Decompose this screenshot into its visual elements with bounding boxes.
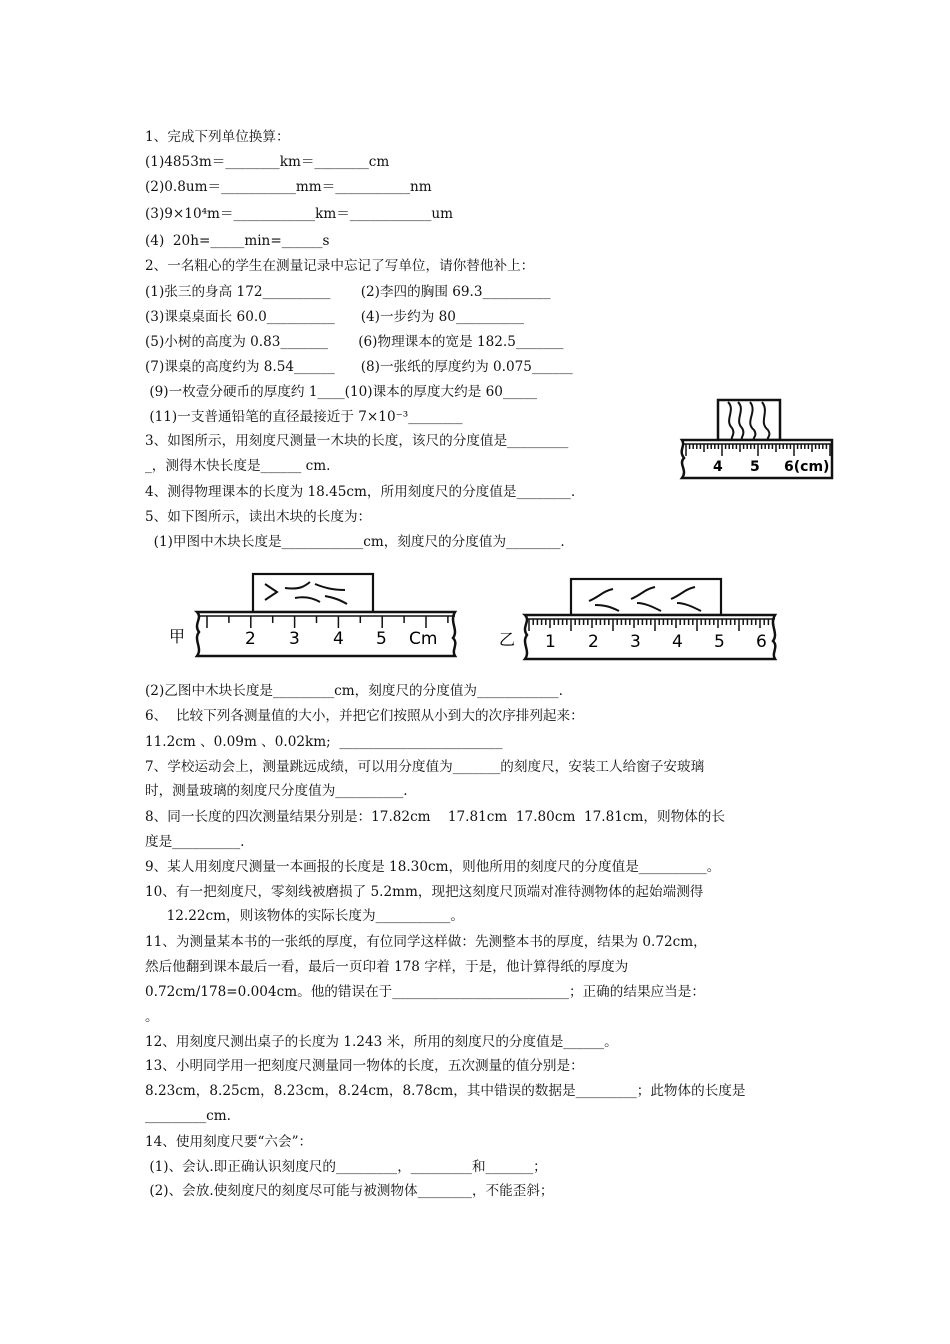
tick-label-3: 3 [289, 629, 300, 649]
q2-row-5: (9)一枚壹分硬币的厚度约 1____(10)课本的厚度大约是 60_____ [145, 384, 537, 400]
figure-yi-ruler [495, 575, 785, 665]
q14-title: 14、使用刻度尺要“六会”： [145, 1134, 313, 1150]
figure-jia-ruler [165, 568, 465, 662]
q10-line-1: 10、有一把刻度尺，零刻线被磨损了 5.2mm，现把这刻度尺顶端对准待测物体的起始端测得 [145, 884, 704, 900]
q1-item-1: (1)4853m＝________km＝________cm [145, 154, 390, 170]
q5-part-1: (1)甲图中木块长度是____________cm，刻度尺的分度值为________. [145, 534, 565, 550]
q2-row-4: (7)课桌的高度约为 8.54______ (8)一张纸的厚度约为 0.075______ [145, 359, 573, 375]
figure-label-yi: 乙 [499, 630, 516, 649]
q2-row-1: (1)张三的身高 172__________ (2)李四的胸围 69.3__________ [145, 284, 551, 300]
q3-line-1: 3、如图所示，用刻度尺测量一木块的长度，该尺的分度值是_________ [145, 433, 569, 449]
q9: 9、某人用刻度尺测量一本画报的长度是 18.30cm，则他所用的刻度尺的分度值是__________。 [145, 859, 721, 875]
q1-title: 1、完成下列单位换算： [145, 129, 290, 145]
tick-label-1: 1 [545, 632, 556, 652]
tick-label-cm: Cm [409, 629, 438, 649]
q13-line-2: 8.23cm，8.25cm，8.23cm，8.24cm，8.78cm，其中错误的数据是_________；此物体的长度是 [145, 1083, 746, 1099]
tick-label-4: 4 [333, 629, 344, 649]
q2-row-2: (3)课桌桌面长 60.0__________ (4)一步约为 80__________ [145, 309, 524, 325]
q13-line-1: 13、小明同学用一把刻度尺测量同一物体的长度，五次测量的值分别是： [145, 1058, 584, 1074]
q6-title: 6、 比较下列各测量值的大小，并把它们按照从小到大的次序排列起来： [145, 708, 584, 724]
q11-line-3: 0.72cm/178=0.004cm。他的错误在于__________________________；正确的结果应当是： [145, 984, 705, 1000]
q14-item-1: (1)、会认.即正确认识刻度尺的_________，_________和_______； [145, 1159, 547, 1175]
q11-line-1: 11、为测量某本书的一张纸的厚度，有位同学这样做：先测整本书的厚度，结果为 0.72cm， [145, 934, 707, 950]
tick-label-2: 2 [588, 632, 599, 652]
q4: 4、测得物理课本的长度为 18.45cm，所用刻度尺的分度值是________. [145, 484, 576, 500]
q10-line-2: 12.22cm，则该物体的实际长度为___________。 [145, 908, 464, 924]
wood-block [718, 400, 780, 440]
q5-part-2: (2)乙图中木块长度是_________cm，刻度尺的分度值为____________. [145, 683, 563, 699]
q11-line-4: 。 [145, 1009, 159, 1025]
tick-label-5: 5 [376, 629, 387, 649]
figure-yi-svg [495, 575, 785, 665]
q6-values: 11.2cm 、0.09m 、0.02km; ________________________ [145, 734, 503, 750]
tick-label-4: 4 [672, 632, 683, 652]
q11-line-2: 然后他翻到课本最后一看，最后一页印着 178 字样，于是，他计算得纸的厚度为 [145, 959, 629, 975]
q1-item-2: (2)0.8um＝___________mm＝___________nm [145, 179, 432, 195]
q8-line-1: 8、同一长度的四次测量结果分别是：17.82cm 17.81cm 17.80cm 17.81cm，则物体的长 [145, 809, 725, 825]
q5-title: 5、如下图所示，读出木块的长度为： [145, 509, 372, 525]
tick-label-4: 4 [713, 459, 723, 475]
wood-block [571, 579, 721, 615]
tick-label-5: 5 [714, 632, 725, 652]
q2-row-3: (5)小树的高度为 0.83_______ (6)物理课本的宽是 182.5_______ [145, 334, 564, 350]
q7-line-1: 7、学校运动会上，测量跳远成绩，可以用分度值为_______的刻度尺，安装工人给窗子安玻璃 [145, 759, 705, 775]
q1-item-3: (3)9×10⁴m＝____________km＝____________um [145, 206, 454, 222]
q1-item-4: (4) 20h=_____min=______s [145, 233, 330, 249]
figure-q3-svg [676, 398, 836, 482]
q3-line-2: _，测得木快长度是______ cm. [145, 458, 331, 474]
q7-line-2: 时，测量玻璃的刻度尺分度值为__________. [145, 783, 408, 799]
q13-line-3: _________cm. [145, 1108, 231, 1124]
figure-label-jia: 甲 [169, 627, 186, 646]
tick-label-6: 6 [756, 632, 767, 652]
tick-label-3: 3 [630, 632, 641, 652]
q12: 12、用刻度尺测出桌子的长度为 1.243 米，所用的刻度尺的分度值是______。 [145, 1034, 618, 1050]
q2-row-6: (11)一支普通铅笔的直径最接近于 7×10⁻³________ [145, 409, 463, 425]
wood-block [253, 574, 373, 612]
q2-title: 2、一名粗心的学生在测量记录中忘记了写单位，请你替他补上： [145, 258, 535, 274]
q14-item-2: (2)、会放.使刻度尺的刻度尽可能与被测物体________，不能歪斜； [145, 1183, 554, 1199]
tick-label-2: 2 [245, 629, 256, 649]
figure-q3-ruler [676, 398, 836, 482]
figure-jia-svg [165, 568, 465, 662]
q8-line-2: 度是__________. [145, 834, 245, 850]
tick-label-6cm: 6(cm) [784, 459, 830, 475]
tick-label-5: 5 [750, 459, 760, 475]
